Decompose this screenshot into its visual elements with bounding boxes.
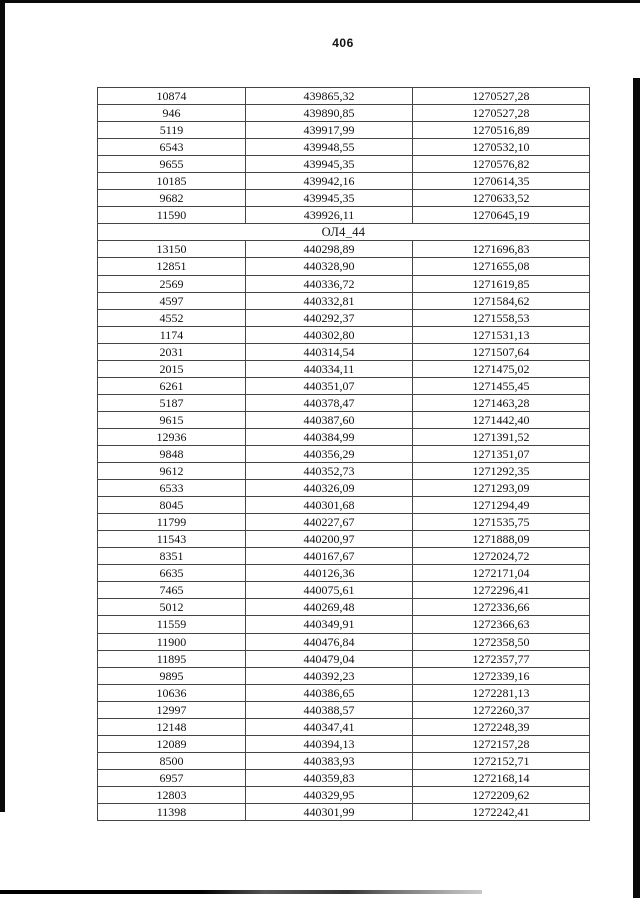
table-cell: 4597 xyxy=(98,292,246,309)
table-cell: 440356,29 xyxy=(246,445,413,462)
table-row xyxy=(98,599,590,616)
table-cell: 9655 xyxy=(98,156,246,173)
table-cell: 440298,89 xyxy=(246,241,413,258)
table-cell: 1272171,04 xyxy=(413,565,590,582)
table-row xyxy=(98,445,590,462)
table-row xyxy=(98,497,590,514)
scan-artifact-left-edge xyxy=(0,0,5,812)
table-cell: 440349,91 xyxy=(246,616,413,633)
table-cell: 1271888,09 xyxy=(413,531,590,548)
table-row xyxy=(98,769,590,786)
table-cell: 1271507,64 xyxy=(413,343,590,360)
table-cell: 1272242,41 xyxy=(413,803,590,820)
table-cell: 440227,67 xyxy=(246,514,413,531)
section-header-cell: ОЛ4_44 xyxy=(98,224,590,241)
table-cell: 439926,11 xyxy=(246,207,413,224)
table-cell: 11543 xyxy=(98,531,246,548)
table-cell: 1272209,62 xyxy=(413,786,590,803)
table-cell: 9612 xyxy=(98,463,246,480)
table-cell: 8500 xyxy=(98,752,246,769)
table-cell: 1271463,28 xyxy=(413,394,590,411)
table-cell: 440302,80 xyxy=(246,326,413,343)
table-cell: 12997 xyxy=(98,701,246,718)
table-cell: 1272260,37 xyxy=(413,701,590,718)
table-row xyxy=(98,667,590,684)
table-row xyxy=(98,411,590,428)
table-row xyxy=(98,752,590,769)
table-cell: 1272248,39 xyxy=(413,718,590,735)
table-row xyxy=(98,275,590,292)
page-number: 406 xyxy=(332,36,354,50)
table-cell: 440301,68 xyxy=(246,497,413,514)
table-cell: 2031 xyxy=(98,343,246,360)
table-cell: 440292,37 xyxy=(246,309,413,326)
table-row xyxy=(98,650,590,667)
table-cell: 1271294,49 xyxy=(413,497,590,514)
table-cell: 1271351,07 xyxy=(413,445,590,462)
table-cell: 2015 xyxy=(98,360,246,377)
table-cell: 439865,32 xyxy=(246,88,413,105)
table-cell: 1272152,71 xyxy=(413,752,590,769)
table-cell: 439948,55 xyxy=(246,139,413,156)
table-cell: 440075,61 xyxy=(246,582,413,599)
table-cell: 946 xyxy=(98,105,246,122)
coordinates-table xyxy=(97,87,590,821)
table-row xyxy=(98,463,590,480)
table-row xyxy=(98,343,590,360)
table-cell: 10874 xyxy=(98,88,246,105)
table-row xyxy=(98,360,590,377)
table-cell: 6261 xyxy=(98,377,246,394)
table-cell: 1271696,83 xyxy=(413,241,590,258)
table-cell: 9848 xyxy=(98,445,246,462)
table-cell: 4552 xyxy=(98,309,246,326)
table-row xyxy=(98,258,590,275)
section-header-row xyxy=(98,224,590,241)
table-cell: 1270645,19 xyxy=(413,207,590,224)
table-row xyxy=(98,190,590,207)
table-cell: 6533 xyxy=(98,480,246,497)
table-row xyxy=(98,377,590,394)
table-row xyxy=(98,514,590,531)
table-cell: 440314,54 xyxy=(246,343,413,360)
table-cell: 440384,99 xyxy=(246,428,413,445)
table-cell: 2569 xyxy=(98,275,246,292)
table-cell: 440392,23 xyxy=(246,667,413,684)
table-row xyxy=(98,582,590,599)
table-cell: 9895 xyxy=(98,667,246,684)
table-cell: 1271655,08 xyxy=(413,258,590,275)
table-cell: 1272296,41 xyxy=(413,582,590,599)
table-cell: 439917,99 xyxy=(246,122,413,139)
table-cell: 1271292,35 xyxy=(413,463,590,480)
table-cell: 1270633,52 xyxy=(413,190,590,207)
table-row xyxy=(98,105,590,122)
table-row xyxy=(98,786,590,803)
table-row xyxy=(98,394,590,411)
table-cell: 5012 xyxy=(98,599,246,616)
table-cell: 1270527,28 xyxy=(413,88,590,105)
table-row xyxy=(98,803,590,820)
table-cell: 1270516,89 xyxy=(413,122,590,139)
table-row xyxy=(98,139,590,156)
table-row xyxy=(98,633,590,650)
table-cell: 440394,13 xyxy=(246,735,413,752)
table-cell: 5119 xyxy=(98,122,246,139)
scan-artifact-right-edge xyxy=(633,78,640,898)
table-cell: 10636 xyxy=(98,684,246,701)
table-cell: 439942,16 xyxy=(246,173,413,190)
scan-artifact-top-edge xyxy=(0,0,640,3)
table-cell: 1271455,45 xyxy=(413,377,590,394)
table-cell: 11398 xyxy=(98,803,246,820)
table-cell: 1272366,63 xyxy=(413,616,590,633)
table-cell: 6635 xyxy=(98,565,246,582)
table-cell: 6543 xyxy=(98,139,246,156)
table-cell: 1272157,28 xyxy=(413,735,590,752)
table-cell: 440476,84 xyxy=(246,633,413,650)
table-cell: 8351 xyxy=(98,548,246,565)
table-cell: 1271475,02 xyxy=(413,360,590,377)
table-cell: 440332,81 xyxy=(246,292,413,309)
table-cell: 1270527,28 xyxy=(413,105,590,122)
table-cell: 440336,72 xyxy=(246,275,413,292)
table-row xyxy=(98,173,590,190)
table-cell: 7465 xyxy=(98,582,246,599)
table-cell: 440386,65 xyxy=(246,684,413,701)
table-cell: 439945,35 xyxy=(246,156,413,173)
table-cell: 440359,83 xyxy=(246,769,413,786)
table-cell: 440479,04 xyxy=(246,650,413,667)
table-cell: 440200,97 xyxy=(246,531,413,548)
table-cell: 12089 xyxy=(98,735,246,752)
table-row xyxy=(98,548,590,565)
table-cell: 11895 xyxy=(98,650,246,667)
table-cell: 1271442,40 xyxy=(413,411,590,428)
table-cell: 440167,67 xyxy=(246,548,413,565)
table-row xyxy=(98,241,590,258)
table-cell: 11559 xyxy=(98,616,246,633)
table-cell: 440347,41 xyxy=(246,718,413,735)
table-cell: 440352,73 xyxy=(246,463,413,480)
table-cell: 1271558,53 xyxy=(413,309,590,326)
table-row xyxy=(98,701,590,718)
table-cell: 11900 xyxy=(98,633,246,650)
table-cell: 440301,99 xyxy=(246,803,413,820)
table-cell: 5187 xyxy=(98,394,246,411)
table-row xyxy=(98,207,590,224)
table-row xyxy=(98,565,590,582)
table-cell: 11799 xyxy=(98,514,246,531)
table-cell: 6957 xyxy=(98,769,246,786)
table-cell: 1271619,85 xyxy=(413,275,590,292)
table-cell: 440351,07 xyxy=(246,377,413,394)
table-cell: 10185 xyxy=(98,173,246,190)
table-cell: 1272281,13 xyxy=(413,684,590,701)
table-row xyxy=(98,309,590,326)
table-cell: 8045 xyxy=(98,497,246,514)
table-row xyxy=(98,326,590,343)
table-cell: 440383,93 xyxy=(246,752,413,769)
table-cell: 1272024,72 xyxy=(413,548,590,565)
table-row xyxy=(98,616,590,633)
table-cell: 12851 xyxy=(98,258,246,275)
table-row xyxy=(98,428,590,445)
table-cell: 439890,85 xyxy=(246,105,413,122)
table-row xyxy=(98,531,590,548)
table-row xyxy=(98,122,590,139)
table-cell: 440334,11 xyxy=(246,360,413,377)
table-cell: 12148 xyxy=(98,718,246,735)
table-cell: 1272336,66 xyxy=(413,599,590,616)
table-cell: 440326,09 xyxy=(246,480,413,497)
table-cell: 1272168,14 xyxy=(413,769,590,786)
table-cell: 1271584,62 xyxy=(413,292,590,309)
table-cell: 1270576,82 xyxy=(413,156,590,173)
table-row xyxy=(98,684,590,701)
table-cell: 1272339,16 xyxy=(413,667,590,684)
table-cell: 440388,57 xyxy=(246,701,413,718)
table-cell: 12936 xyxy=(98,428,246,445)
table-cell: 1271531,13 xyxy=(413,326,590,343)
table-cell: 440269,48 xyxy=(246,599,413,616)
table-row xyxy=(98,156,590,173)
table-cell: 12803 xyxy=(98,786,246,803)
table-cell: 1271391,52 xyxy=(413,428,590,445)
table-cell: 1271535,75 xyxy=(413,514,590,531)
table-cell: 13150 xyxy=(98,241,246,258)
table-cell: 11590 xyxy=(98,207,246,224)
table-row xyxy=(98,718,590,735)
table-cell: 1270532,10 xyxy=(413,139,590,156)
table-cell: 440328,90 xyxy=(246,258,413,275)
table-cell: 1272358,50 xyxy=(413,633,590,650)
table-row xyxy=(98,480,590,497)
table-row xyxy=(98,735,590,752)
scan-artifact-bottom-edge xyxy=(0,890,482,894)
table-cell: 440329,95 xyxy=(246,786,413,803)
table-cell: 440378,47 xyxy=(246,394,413,411)
table-cell: 1271293,09 xyxy=(413,480,590,497)
table-row xyxy=(98,88,590,105)
table-cell: 9615 xyxy=(98,411,246,428)
table-cell: 440126,36 xyxy=(246,565,413,582)
table-cell: 1174 xyxy=(98,326,246,343)
table-cell: 1270614,35 xyxy=(413,173,590,190)
table-cell: 440387,60 xyxy=(246,411,413,428)
table-cell: 439945,35 xyxy=(246,190,413,207)
table-cell: 1272357,77 xyxy=(413,650,590,667)
table-row xyxy=(98,292,590,309)
table-cell: 9682 xyxy=(98,190,246,207)
